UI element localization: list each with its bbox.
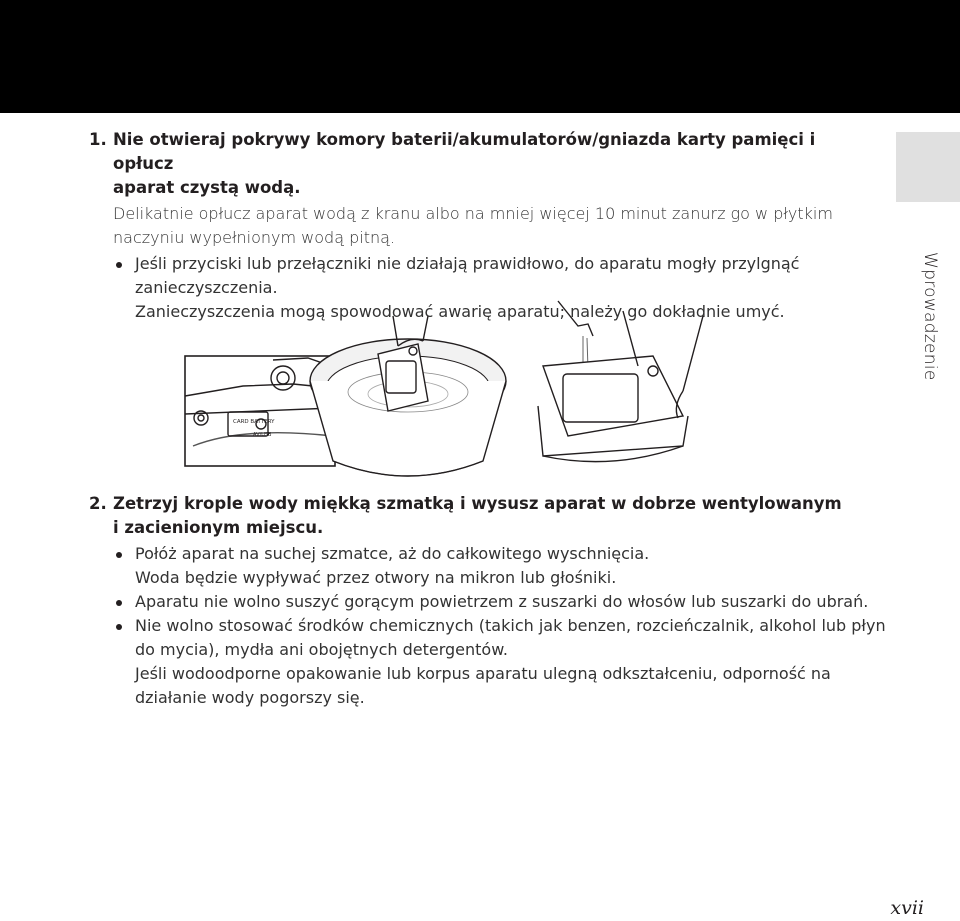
bullet-item xyxy=(113,542,889,590)
bullet-line: Zanieczyszczenia mogą spowodować awarię aparatu; należy go dokładnie umyć. xyxy=(135,302,785,321)
bullet-line: do mycia), mydła ani obojętnych detergentów. xyxy=(135,640,508,659)
water-bowl-image xyxy=(310,316,506,476)
step-1-title-line: Nie otwieraj pokrywy komory baterii/akumulatorów/gniazda karty pamięci i opłucz xyxy=(113,130,816,173)
bullet-line: Jeśli przyciski lub przełączniki nie działają prawidłowo, do aparatu mogły przylgnąć xyxy=(135,254,800,273)
step-2-title-line: Zetrzyj krople wody miękką szmatką i wysusz aparat w dobrze wentylowanym xyxy=(113,494,842,513)
page-number: xvii xyxy=(890,897,924,919)
step-1-description-line: Delikatnie opłucz aparat wodą z kranu albo na mniej więcej 10 minut zanurz go w płytkim xyxy=(113,204,833,223)
step-2-number: 2. xyxy=(89,494,107,513)
step-2-bullets xyxy=(113,542,889,710)
step-1 xyxy=(89,128,879,324)
step-2 xyxy=(89,492,889,710)
bullet-line: Połóż aparat na suchej szmatce, aż do całkowitego wyschnięcia. xyxy=(135,544,650,563)
bullet-line: Jeśli wodoodporne opakowanie lub korpus aparatu ulegną odkształceniu, odporność na xyxy=(135,664,831,683)
bullet-line: zanieczyszczenia. xyxy=(135,278,278,297)
step-1-number: 1. xyxy=(89,130,107,149)
battery-label: CARD BATTERY xyxy=(233,419,275,425)
bullet-item xyxy=(113,614,889,710)
camera-under-tap-image xyxy=(538,301,703,462)
step-1-title xyxy=(113,128,879,200)
bullet-item xyxy=(113,590,889,614)
step-1-description-line: naczyniu wypełnionym wodą pitną. xyxy=(113,228,396,247)
bullet-line: Aparatu nie wolno suszyć gorącym powietrzem z suszarki do włosów lub suszarki do ubrań. xyxy=(135,592,869,611)
section-label: Wprowadzenie xyxy=(920,252,940,381)
step-1-description xyxy=(113,202,879,250)
washing-illustration xyxy=(183,296,733,484)
bullet-line: Nie wolno stosować środków chemicznych (takich jak benzen, rozcieńczalnik, alkohol lub płyn xyxy=(135,616,886,635)
header-bar xyxy=(0,0,960,113)
bullet-line: Woda będzie wypływać przez otwory na mikron lub głośniki. xyxy=(135,568,617,587)
step-2-title xyxy=(113,492,889,540)
step-1-title-line: aparat czystą wodą. xyxy=(113,178,301,197)
section-tab xyxy=(896,132,960,202)
bullet-line: działanie wody pogorszy się. xyxy=(135,688,365,707)
av-usb-label: AV/USB xyxy=(253,432,272,438)
step-2-title-line: i zacienionym miejscu. xyxy=(113,518,324,537)
